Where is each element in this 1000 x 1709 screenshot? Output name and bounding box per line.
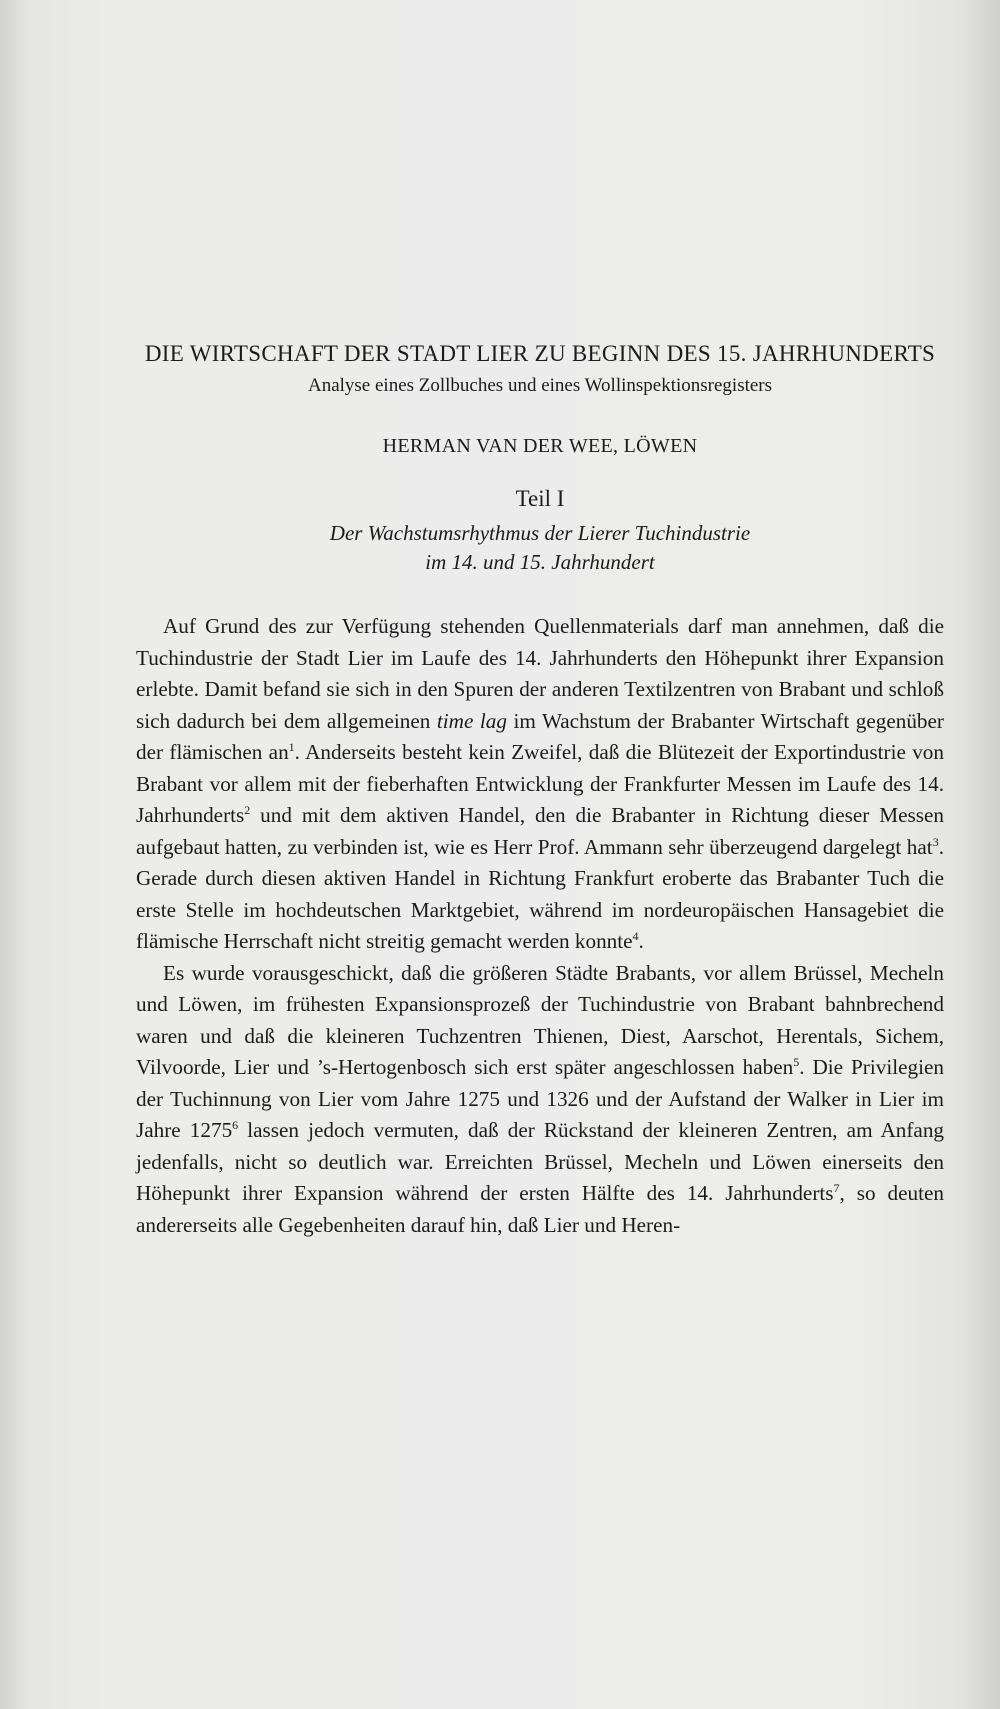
paragraph (136, 611, 944, 958)
part-heading: Teil I (515, 486, 565, 511)
text-segment: . (638, 929, 644, 953)
footnote-marker: 5 (793, 1054, 800, 1069)
body-text (136, 611, 944, 1241)
text-segment: Auf Grund des zur Verfügung stehenden Quellenmaterials darf man annehmen, daß die Tuchindustrie der Stadt Lier im Laufe des 14. Jahrhunderts den Höhepunkt ihrer Expansion erlebte. Damit befand sie sich in den Spuren der anderen Textilzentren von Brabant und schloß sich dadurch bei dem allgemeinen (136, 614, 944, 733)
text-segment: Es wurde vorausgeschickt, daß die größeren Städte Brabants, vor allem Brüssel, Mecheln und Löwen, im frühesten Expansionsprozeß der Tuchindustrie von Brabant bahnbrechend waren und daß die kleineren Tuchzentren Thienen, Diest, Aarschot, Herentals, Sichem, Vilvoorde, Lier und ’s-Hertogenbosch sich erst später angeschlossen haben (136, 960, 944, 1079)
text-segment: und mit dem aktiven Handel, den die Brabanter in Richtung dieser Messen aufgebaut hatten, zu verbinden ist, wie es Herr Prof. Ammann sehr überzeugend dargelegt hat (136, 803, 944, 859)
section-title-line-1: Der Wachstumsrhythmus der Lierer Tuchindustrie (329, 521, 751, 545)
footnote-marker: 7 (833, 1180, 840, 1195)
text-segment: . Die Privilegien der Tuchinnung von Lier vom Jahre 1275 und 1326 und der Aufstand der Walker in Lier im Jahre 1275 (136, 1055, 944, 1142)
section-title (136, 519, 944, 577)
text-segment: im Wachstum der Brabanter Wirtschaft gegenüber der flämischen an (136, 708, 944, 764)
footnote-marker: 6 (232, 1117, 239, 1132)
footnote-marker: 1 (288, 739, 295, 754)
text-segment: . Anderseits besteht kein Zweifel, daß die Blütezeit der Exportindustrie von Brabant vor allem mit der fieberhaften Entwicklung der Frankfurter Messen im Laufe des 14. Jahrhunderts (136, 740, 944, 827)
section-title-line-2: im 14. und 15. Jahrhundert (425, 550, 655, 574)
footnote-marker: 4 (632, 928, 639, 943)
text-segment: , so deuten andererseits alle Gegebenheiten darauf hin, daß Lier und Heren- (136, 1181, 944, 1237)
footnote-marker: 2 (244, 802, 251, 817)
text-segment: . Gerade durch diesen aktiven Handel in Richtung Frankfurt eroberte das Brabanter Tuch die erste Stelle im hochdeutschen Marktgebiet, während im nordeuropäischen Hansagebiet die flämische Herrschaft nicht streitig gemacht werden konnte (136, 834, 944, 953)
article-title: DIE WIRTSCHAFT DER STADT LIER ZU BEGINN DES 15. JAHRHUNDERTS (144, 341, 936, 366)
italic-term: time lag (436, 708, 507, 733)
article-content (136, 338, 944, 1241)
paragraph (136, 958, 944, 1242)
text-segment: lassen jedoch vermuten, daß der Rückstand der kleineren Zentren, am Anfang jedenfalls, nicht so deutlich war. Erreichten Brüssel, Mecheln und Löwen einerseits den Höhepunkt ihrer Expansion während der ersten Hälfte des 14. Jahrhunderts (136, 1118, 945, 1205)
article-subtitle: Analyse eines Zollbuches und eines Wollinspektionsregisters (307, 375, 773, 396)
footnote-marker: 3 (932, 834, 939, 849)
article-author: HERMAN VAN DER WEE, LÖWEN (382, 435, 698, 457)
